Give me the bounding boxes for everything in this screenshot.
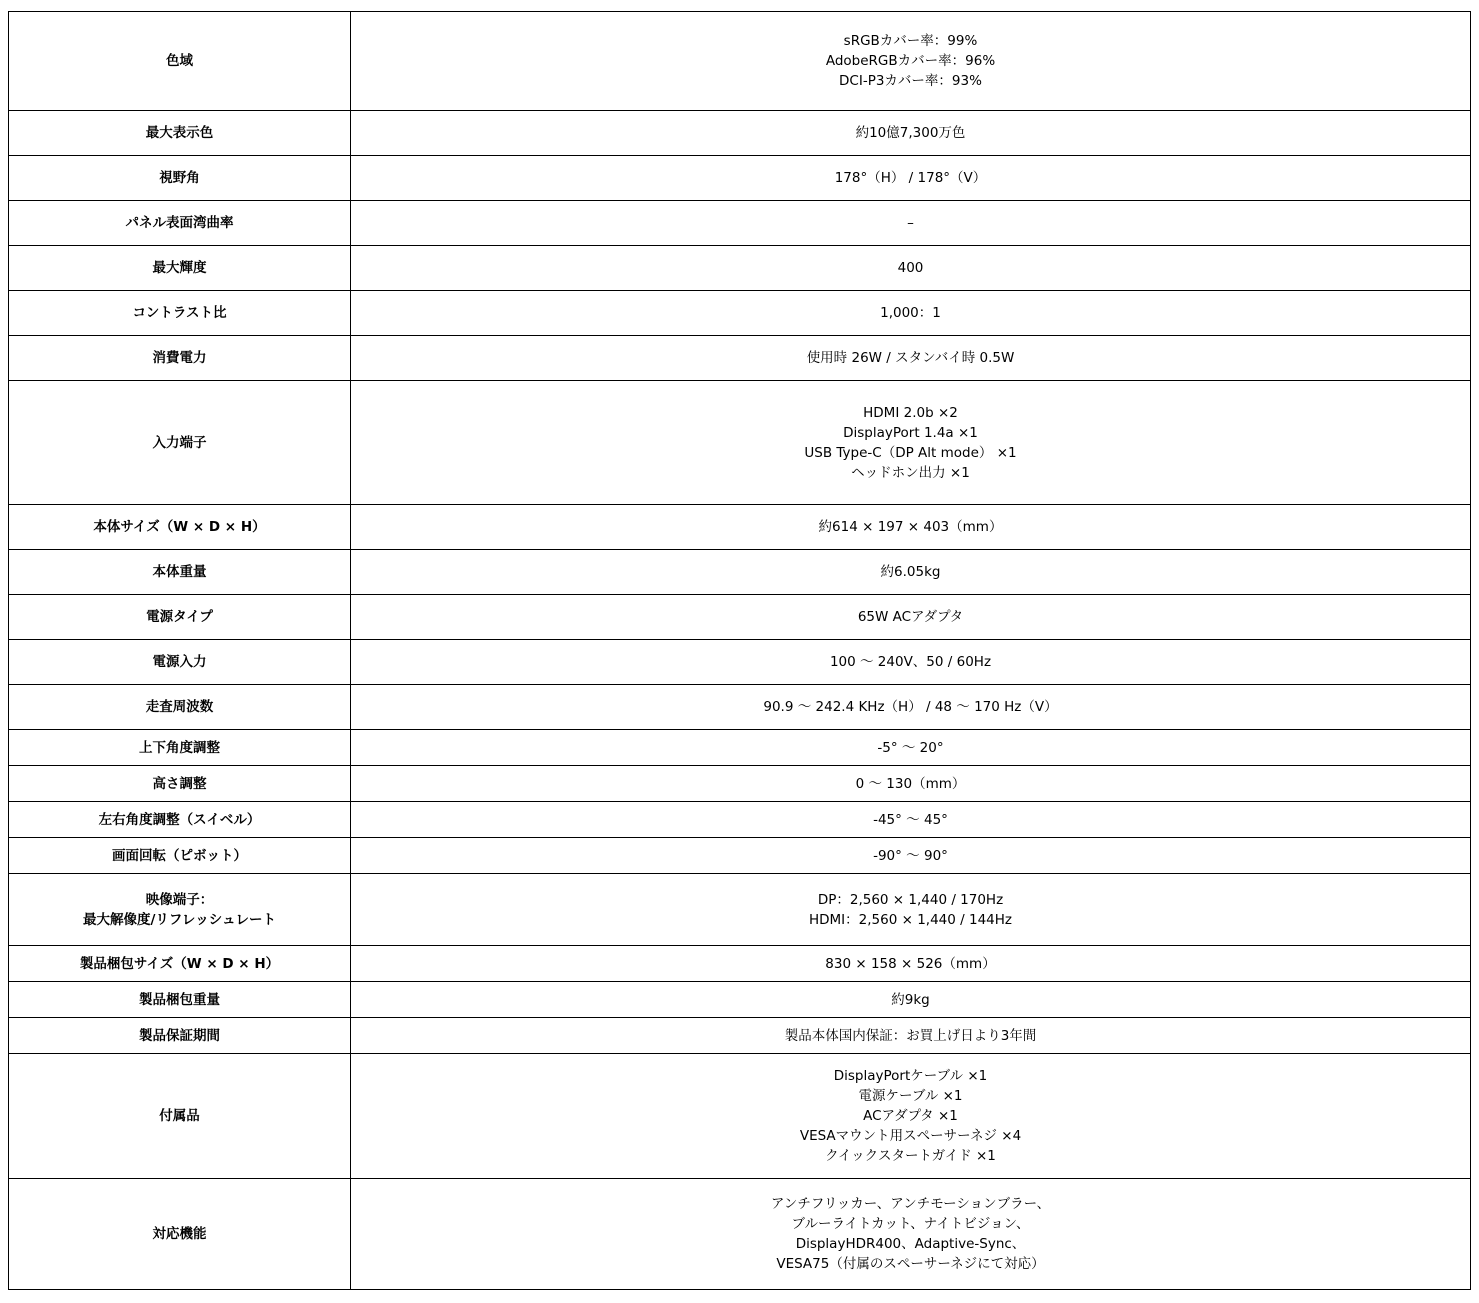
spec-label-cell: [9, 291, 351, 336]
spec-row: [9, 156, 1471, 201]
spec-value-cell: [351, 1179, 1471, 1290]
spec-value-text: DP：2,560 × 1,440 / 170Hz: [817, 891, 1004, 908]
spec-label-cell: [9, 730, 351, 766]
spec-row: [9, 291, 1471, 336]
spec-row: [9, 246, 1471, 291]
spec-value-text: ブルーライトカット、ナイトビジョン、: [791, 1216, 1030, 1232]
spec-row: [9, 1054, 1471, 1179]
spec-row: [9, 1018, 1471, 1054]
spec-value-cell: [351, 982, 1471, 1018]
spec-label-cell: [9, 1054, 351, 1179]
spec-value-text: 65W ACアダプタ: [857, 609, 964, 625]
spec-row: [9, 685, 1471, 730]
spec-label-text: 左右角度調整（スイベル）: [98, 811, 261, 828]
spec-value-text: DisplayPortケーブル ×1: [833, 1068, 988, 1084]
spec-value-text: ヘッドホン出力 ×1: [851, 464, 970, 481]
spec-value-text: AdobeRGBカバー率：96%: [825, 53, 996, 69]
spec-row: [9, 505, 1471, 550]
spec-label-cell: [9, 595, 351, 640]
spec-value-text: 電源ケーブル ×1: [858, 1088, 963, 1104]
spec-label-text: 対応機能: [152, 1226, 207, 1242]
spec-label-text: 色域: [166, 53, 193, 69]
spec-label-text: 入力端子: [152, 434, 207, 451]
spec-value-text: 約6.05kg: [880, 564, 941, 580]
spec-label-text: 最大解像度/リフレッシュレート: [83, 911, 276, 928]
spec-value-cell: [351, 12, 1471, 111]
spec-row: [9, 640, 1471, 685]
spec-value-cell: [351, 505, 1471, 550]
spec-value-text: -90° ～ 90°: [873, 847, 948, 864]
spec-label-cell: [9, 505, 351, 550]
spec-value-text: sRGBカバー率：99%: [843, 33, 978, 49]
spec-label-text: 本体サイズ（W × D × H）: [93, 519, 266, 535]
spec-label-cell: [9, 111, 351, 156]
spec-row: [9, 838, 1471, 874]
spec-label-text: 電源タイプ: [146, 609, 213, 625]
spec-table: [8, 11, 1471, 1290]
spec-row: [9, 766, 1471, 802]
spec-value-cell: [351, 766, 1471, 802]
spec-value-text: クイックスタートガイド ×1: [825, 1148, 996, 1164]
spec-value-text: -45° ～ 45°: [873, 811, 948, 828]
spec-value-cell: [351, 595, 1471, 640]
spec-row: [9, 336, 1471, 381]
spec-label-cell: [9, 946, 351, 982]
spec-label-cell: [9, 1018, 351, 1054]
spec-label-cell: [9, 336, 351, 381]
spec-row: [9, 111, 1471, 156]
spec-label-text: 製品梱包サイズ（W × D × H）: [79, 955, 280, 972]
spec-label-cell: [9, 982, 351, 1018]
spec-label-text: 電源入力: [152, 654, 207, 670]
spec-value-text: 100 ～ 240V、50 / 60Hz: [829, 654, 992, 670]
spec-value-cell: [351, 1054, 1471, 1179]
spec-row: [9, 802, 1471, 838]
spec-label-cell: [9, 838, 351, 874]
spec-value-text: VESA75（付属のスペーサーネジにて対応）: [776, 1256, 1045, 1272]
spec-label-cell: [9, 1179, 351, 1290]
spec-value-text: 90.9 ～ 242.4 KHz（H） / 48 ～ 170 Hz（V）: [763, 699, 1058, 715]
spec-label-text: 走査周波数: [145, 699, 214, 715]
spec-value-cell: [351, 802, 1471, 838]
spec-row: [9, 550, 1471, 595]
spec-value-cell: [351, 946, 1471, 982]
spec-value-text: 830 × 158 × 526（mm）: [825, 955, 996, 972]
spec-value-text: DisplayPort 1.4a ×1: [843, 424, 978, 441]
spec-value-text: HDMI：2,560 × 1,440 / 144Hz: [808, 911, 1012, 928]
spec-label-text: 最大輝度: [152, 260, 207, 276]
spec-label-cell: [9, 685, 351, 730]
spec-label-cell: [9, 156, 351, 201]
spec-label-text: 上下角度調整: [139, 739, 220, 756]
spec-label-text: 製品保証期間: [139, 1027, 220, 1044]
spec-value-text: DCI-P3カバー率：93%: [839, 73, 982, 89]
spec-value-text: HDMI 2.0b ×2: [863, 404, 958, 421]
spec-value-cell: [351, 640, 1471, 685]
spec-value-text: 約10億7,300万色: [855, 125, 966, 141]
spec-value-text: DisplayHDR400、Adaptive-Sync、: [795, 1236, 1026, 1252]
spec-value-text: 178°（H） / 178°（V）: [834, 170, 987, 186]
spec-value-text: 約9kg: [891, 991, 930, 1008]
spec-value-text: 1,000：1: [880, 305, 941, 321]
spec-value-text: –: [907, 215, 914, 231]
spec-table-body: [9, 12, 1471, 1290]
spec-value-text: 製品本体国内保証：お買上げ日より3年間: [784, 1027, 1037, 1044]
spec-value-text: 0 ～ 130（mm）: [855, 775, 966, 792]
spec-label-text: 映像端子：: [145, 891, 214, 908]
spec-value-cell: [351, 381, 1471, 505]
spec-label-cell: [9, 874, 351, 946]
spec-value-text: アンチフリッカー、アンチモーションブラー、: [770, 1196, 1051, 1212]
spec-value-cell: [351, 246, 1471, 291]
spec-row: [9, 730, 1471, 766]
spec-label-cell: [9, 246, 351, 291]
spec-label-text: パネル表面湾曲率: [125, 215, 234, 231]
spec-label-text: 消費電力: [152, 350, 207, 366]
spec-label-text: 本体重量: [152, 564, 207, 580]
spec-label-text: 高さ調整: [152, 775, 207, 792]
spec-value-cell: [351, 291, 1471, 336]
spec-row: [9, 201, 1471, 246]
spec-row: [9, 982, 1471, 1018]
spec-value-text: 約614 × 197 × 403（mm）: [818, 519, 1003, 535]
spec-value-cell: [351, 550, 1471, 595]
spec-value-cell: [351, 730, 1471, 766]
spec-value-cell: [351, 874, 1471, 946]
spec-label-cell: [9, 550, 351, 595]
spec-label-cell: [9, 12, 351, 111]
spec-label-cell: [9, 640, 351, 685]
spec-value-text: VESAマウント用スペーサーネジ ×4: [799, 1128, 1022, 1144]
spec-label-text: 最大表示色: [145, 125, 214, 141]
spec-value-cell: [351, 156, 1471, 201]
spec-value-text: ACアダプタ ×1: [863, 1108, 958, 1124]
spec-label-cell: [9, 381, 351, 505]
spec-value-cell: [351, 685, 1471, 730]
spec-value-text: -5° ～ 20°: [877, 739, 944, 756]
spec-label-cell: [9, 802, 351, 838]
spec-row: [9, 946, 1471, 982]
spec-row: [9, 874, 1471, 946]
spec-label-text: 付属品: [159, 1108, 200, 1124]
spec-value-cell: [351, 1018, 1471, 1054]
spec-label-cell: [9, 766, 351, 802]
spec-label-text: 製品梱包重量: [139, 991, 220, 1008]
spec-value-cell: [351, 201, 1471, 246]
spec-row: [9, 381, 1471, 505]
spec-value-text: USB Type-C（DP Alt mode） ×1: [804, 444, 1017, 461]
spec-row: [9, 12, 1471, 111]
spec-value-cell: [351, 111, 1471, 156]
spec-row: [9, 1179, 1471, 1290]
spec-value-cell: [351, 336, 1471, 381]
spec-value-text: 使用時 26W / スタンバイ時 0.5W: [806, 350, 1015, 366]
spec-value-cell: [351, 838, 1471, 874]
spec-label-text: コントラスト比: [132, 305, 227, 321]
spec-label-cell: [9, 201, 351, 246]
spec-label-text: 視野角: [159, 170, 200, 186]
spec-value-text: 400: [897, 260, 924, 276]
spec-label-text: 画面回転（ピボット）: [112, 847, 247, 864]
spec-row: [9, 595, 1471, 640]
